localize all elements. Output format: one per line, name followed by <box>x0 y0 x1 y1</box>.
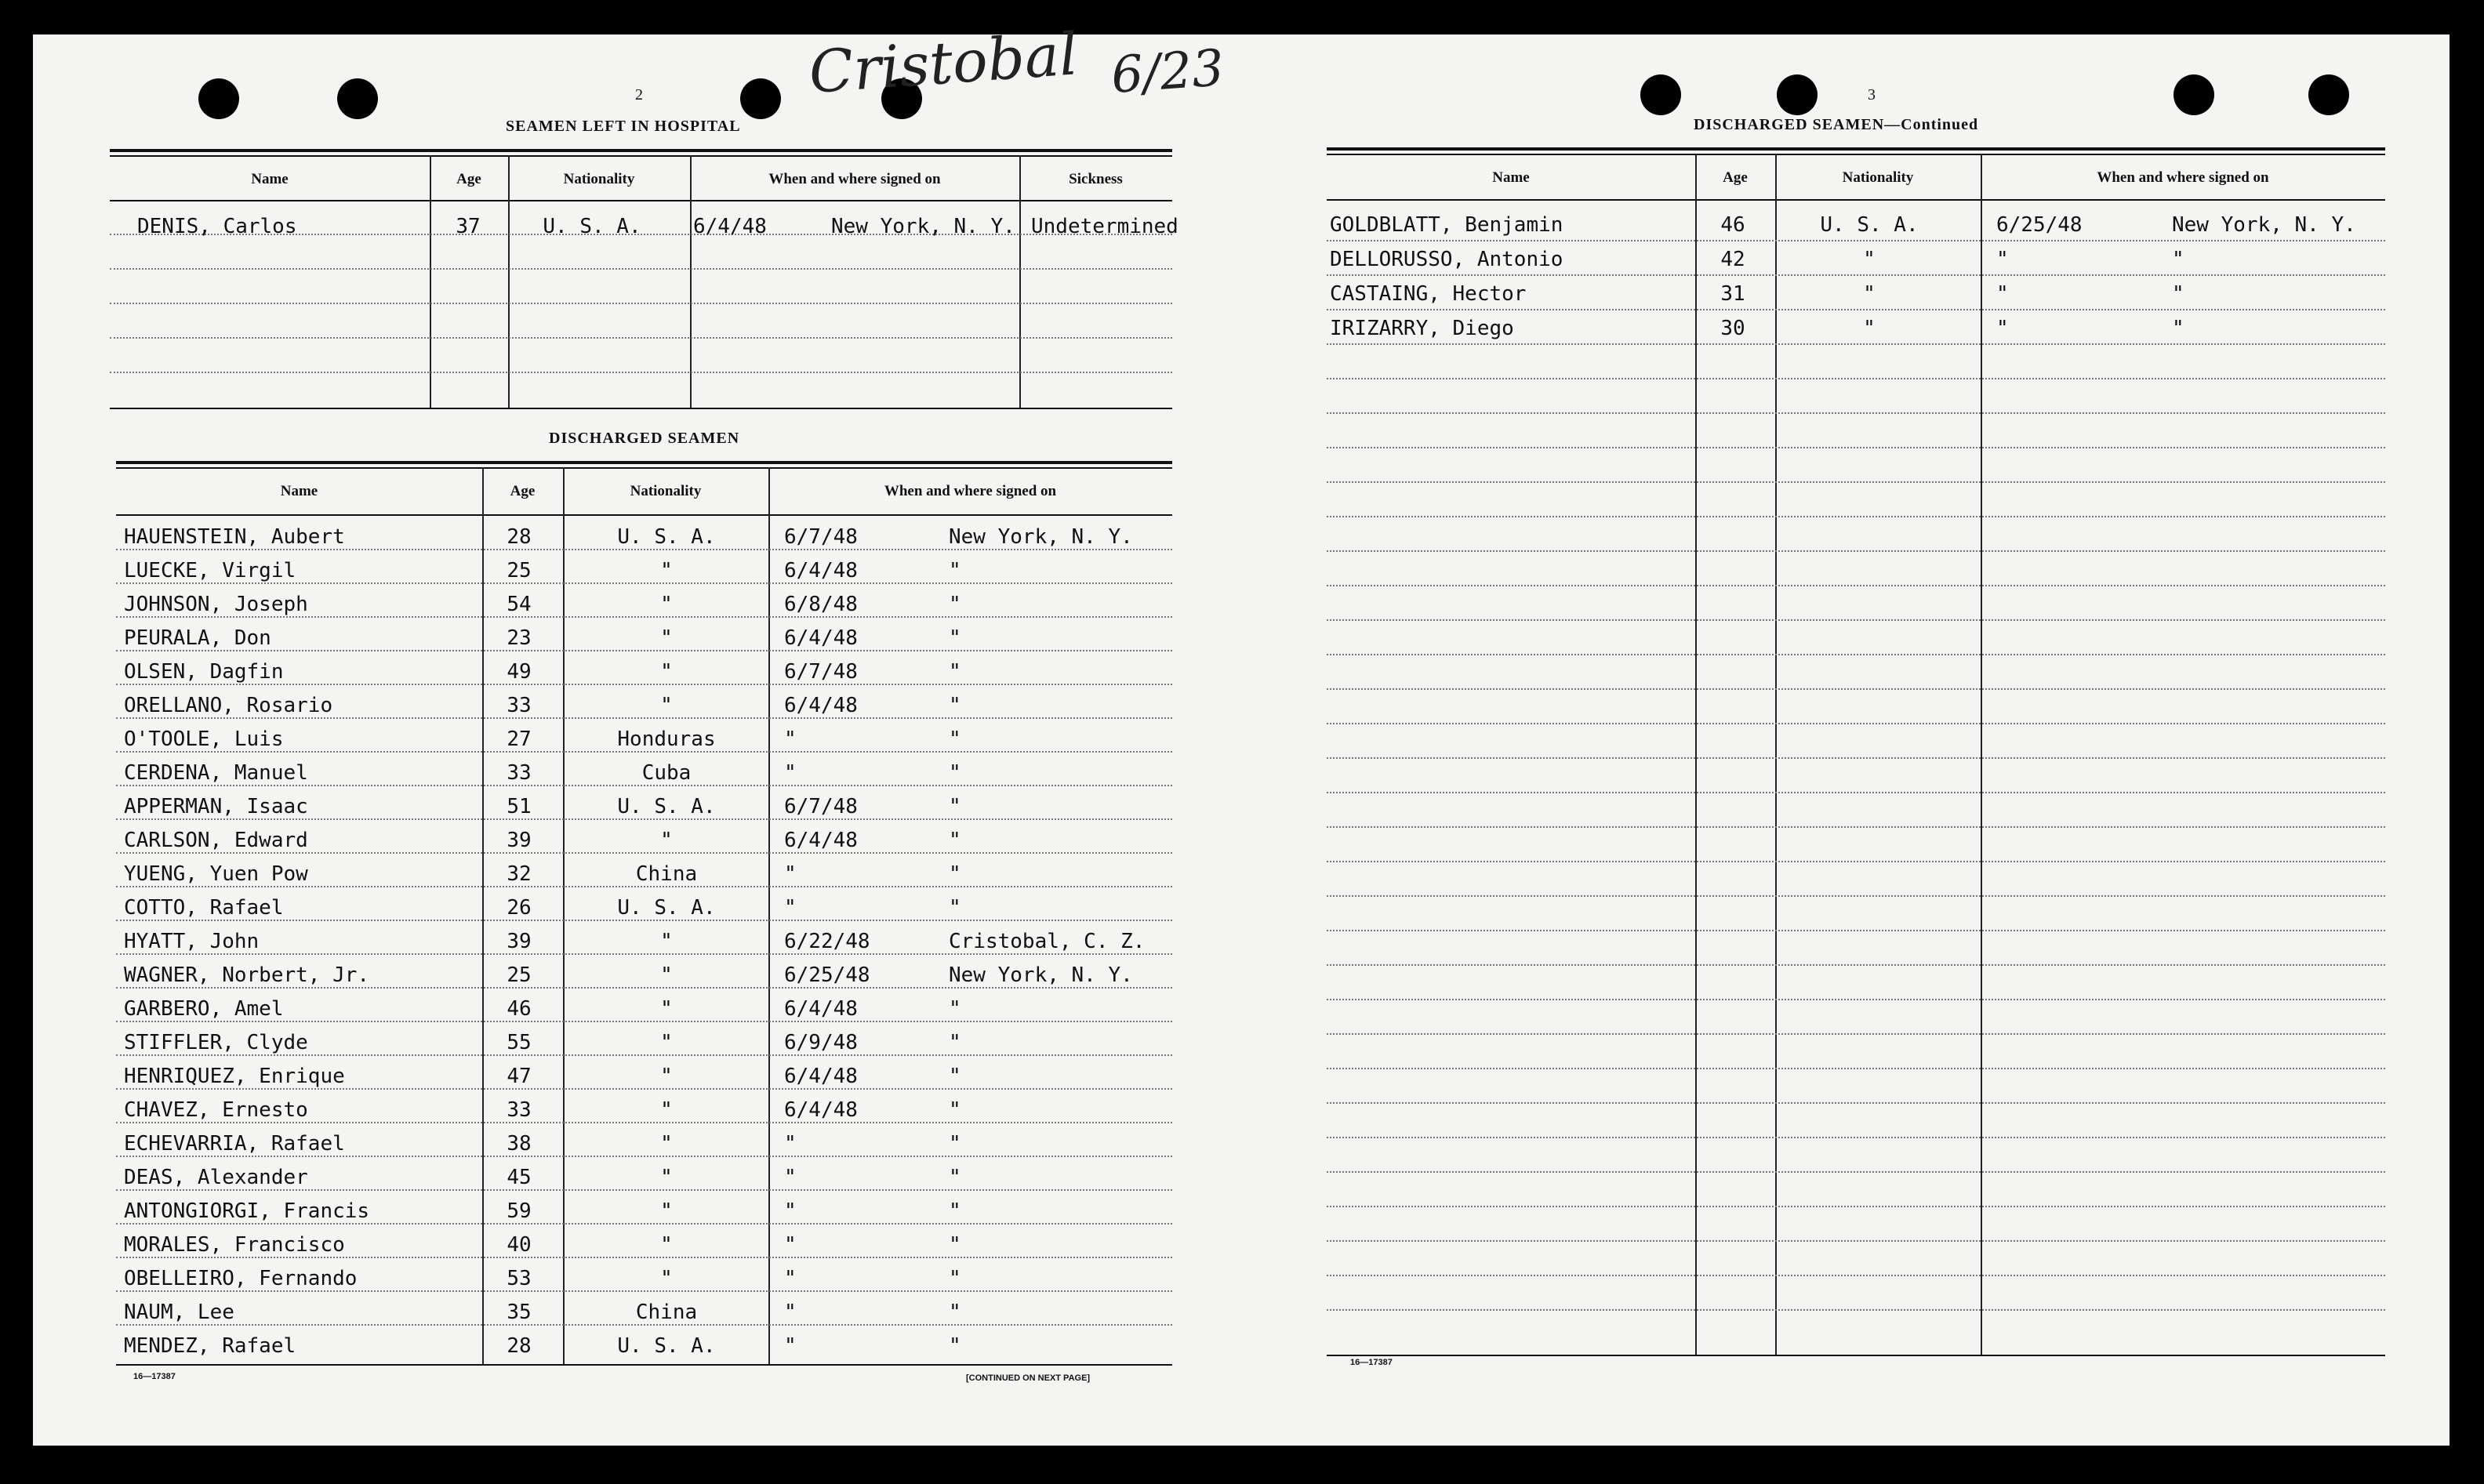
cell-place: " <box>949 727 961 751</box>
cell-nationality: " <box>660 930 673 953</box>
row-line <box>1327 274 2385 276</box>
bottom-rule <box>116 1364 1172 1366</box>
column-divider <box>690 155 692 408</box>
cell-name: COTTO, Rafael <box>124 896 284 920</box>
row-line <box>110 303 1172 304</box>
cell-place: " <box>949 1301 961 1324</box>
row-line <box>1327 619 2385 621</box>
cell-place: " <box>949 1098 961 1122</box>
top-rule <box>110 155 1172 157</box>
cell-date: 6/7/48 <box>784 660 858 684</box>
row-line <box>110 372 1172 373</box>
row-line <box>1327 1309 2385 1311</box>
cell-place: New York, N. Y. <box>949 963 1133 987</box>
cell-age: 35 <box>507 1301 532 1324</box>
cell-date: 6/4/48 <box>784 997 858 1021</box>
cell-nationality: U. S. A. <box>617 1334 716 1358</box>
cell-place: " <box>949 559 961 582</box>
row-line <box>1327 309 2385 310</box>
cell-nationality: " <box>660 963 673 987</box>
cell-date: " <box>784 1301 797 1324</box>
row-line <box>116 818 1172 820</box>
punch-hole <box>1777 74 1818 115</box>
row-line <box>1327 930 2385 931</box>
bottom-rule <box>1327 1355 2385 1356</box>
row-line <box>116 1088 1172 1090</box>
cell-nationality: " <box>660 1065 673 1088</box>
cell-nationality: " <box>660 1233 673 1257</box>
cell-name: CARLSON, Edward <box>124 829 308 852</box>
cell-date: 6/25/48 <box>1996 213 2083 237</box>
cell-place: " <box>949 795 961 818</box>
cell-name: HENRIQUEZ, Enrique <box>124 1065 345 1088</box>
column-divider <box>1775 154 1777 1355</box>
row-line <box>1327 757 2385 759</box>
continued-note: [CONTINUED ON NEXT PAGE] <box>966 1373 1091 1383</box>
row-line <box>116 1156 1172 1157</box>
cell-age: 31 <box>1720 282 1745 306</box>
row-line <box>110 268 1172 270</box>
cell-name: HAUENSTEIN, Aubert <box>124 525 345 549</box>
cell-date: " <box>1996 248 2009 271</box>
cell-nationality: U. S. A. <box>617 525 716 549</box>
cell-age: 39 <box>507 930 532 953</box>
row-line <box>1327 861 2385 862</box>
cell-name: IRIZARRY, Diego <box>1330 317 1514 340</box>
cell-age: 26 <box>507 896 532 920</box>
cell-name: OLSEN, Dagfin <box>124 660 284 684</box>
row-line <box>1327 343 2385 345</box>
punch-hole <box>1640 74 1681 115</box>
column-header-signed-on: When and where signed on <box>884 483 1057 499</box>
cell-nationality: " <box>660 694 673 717</box>
right-form-number: 16—17387 <box>1350 1358 1393 1367</box>
column-header-signed-on: When and where signed on <box>768 171 941 187</box>
cell-name: GARBERO, Amel <box>124 997 284 1021</box>
cell-age: 37 <box>456 215 481 238</box>
punch-hole <box>740 78 781 119</box>
row-line <box>116 717 1172 719</box>
cell-place: " <box>949 593 961 616</box>
cell-name: OBELLEIRO, Fernando <box>124 1267 358 1290</box>
cell-name: YUENG, Yuen Pow <box>124 862 308 886</box>
column-header-name: Name <box>1492 169 1530 186</box>
row-line <box>1327 688 2385 690</box>
cell-date: " <box>784 896 797 920</box>
cell-age: 28 <box>507 525 532 549</box>
cell-age: 32 <box>507 862 532 886</box>
cell-date: 6/25/48 <box>784 963 870 987</box>
cell-sickness: Undetermined <box>1031 215 1178 238</box>
cell-name: CHAVEZ, Ernesto <box>124 1098 308 1122</box>
column-header-age: Age <box>456 171 481 187</box>
column-divider <box>1019 155 1021 408</box>
cell-date: 6/7/48 <box>784 795 858 818</box>
row-line <box>116 1054 1172 1056</box>
cell-age: 40 <box>507 1233 532 1257</box>
cell-place: " <box>949 829 961 852</box>
cell-place: " <box>949 862 961 886</box>
handwritten-date: 6/23 <box>1109 39 1226 105</box>
cell-place: " <box>2172 282 2184 306</box>
cell-place: " <box>949 660 961 684</box>
cell-place: " <box>949 1334 961 1358</box>
cell-place: " <box>949 1065 961 1088</box>
row-line <box>116 684 1172 685</box>
header-rule <box>116 514 1172 516</box>
row-line <box>1327 792 2385 793</box>
cell-nationality: " <box>1863 282 1876 306</box>
row-line <box>116 1223 1172 1225</box>
column-header-age: Age <box>510 483 536 499</box>
column-header-name: Name <box>280 483 318 499</box>
cell-age: 49 <box>507 660 532 684</box>
column-header-age: Age <box>1723 169 1748 186</box>
cell-nationality: " <box>1863 248 1876 271</box>
cell-date: " <box>784 1199 797 1223</box>
cell-date: 6/4/48 <box>784 626 858 650</box>
cell-age: 46 <box>1720 213 1745 237</box>
row-line <box>116 1122 1172 1123</box>
row-line <box>1327 1102 2385 1104</box>
cell-name: STIFFLER, Clyde <box>124 1031 308 1054</box>
row-line <box>1327 723 2385 724</box>
cell-date: 6/8/48 <box>784 593 858 616</box>
row-line <box>1327 895 2385 897</box>
row-line <box>116 1021 1172 1022</box>
cell-name: DELLORUSSO, Antonio <box>1330 248 1563 271</box>
cell-nationality: China <box>635 862 698 886</box>
cell-nationality: " <box>660 593 673 616</box>
row-line <box>116 1189 1172 1191</box>
cell-name: LUECKE, Virgil <box>124 559 296 582</box>
row-line <box>1327 1240 2385 1242</box>
cell-age: 55 <box>507 1031 532 1054</box>
left-page-number: 2 <box>635 86 643 103</box>
row-line <box>1327 964 2385 966</box>
row-line <box>116 852 1172 854</box>
left-form-number: 16—17387 <box>133 1372 176 1381</box>
row-line <box>1327 826 2385 828</box>
row-line <box>116 582 1172 584</box>
cell-name: CASTAING, Hector <box>1330 282 1527 306</box>
cell-age: 59 <box>507 1199 532 1223</box>
cell-age: 33 <box>507 694 532 717</box>
cell-name: DEAS, Alexander <box>124 1166 308 1189</box>
column-header-nationality: Nationality <box>630 483 702 499</box>
punch-hole <box>337 78 378 119</box>
cell-nationality: " <box>660 1031 673 1054</box>
column-divider <box>482 467 484 1364</box>
cell-age: 53 <box>507 1267 532 1290</box>
cell-place: Cristobal, C. Z. <box>949 930 1146 953</box>
row-line <box>116 953 1172 955</box>
row-line <box>1327 999 2385 1000</box>
top-rule <box>116 467 1172 469</box>
row-line <box>1327 1068 2385 1069</box>
column-header-name: Name <box>251 171 289 187</box>
cell-name: ECHEVARRIA, Rafael <box>124 1132 345 1156</box>
row-line <box>1327 585 2385 586</box>
cell-name: HYATT, John <box>124 930 260 953</box>
column-divider <box>563 467 565 1364</box>
bottom-rule <box>110 408 1172 409</box>
cell-name: MORALES, Francisco <box>124 1233 345 1257</box>
row-line <box>116 1257 1172 1258</box>
cell-place: " <box>949 761 961 785</box>
header-rule <box>110 200 1172 201</box>
row-line <box>1327 516 2385 517</box>
cell-age: 39 <box>507 829 532 852</box>
row-line <box>116 650 1172 651</box>
cell-nationality: U. S. A. <box>543 215 641 238</box>
column-header-sickness: Sickness <box>1069 171 1123 187</box>
cell-age: 38 <box>507 1132 532 1156</box>
cell-place: " <box>949 1233 961 1257</box>
cell-place: " <box>949 997 961 1021</box>
row-line <box>116 920 1172 921</box>
cell-age: 45 <box>507 1166 532 1189</box>
row-line <box>116 616 1172 618</box>
cell-date: 6/4/48 <box>784 559 858 582</box>
cell-age: 33 <box>507 1098 532 1122</box>
cell-nationality: " <box>660 626 673 650</box>
cell-date: " <box>784 862 797 886</box>
cell-age: 51 <box>507 795 532 818</box>
row-line <box>1327 654 2385 655</box>
punch-hole <box>2174 74 2214 115</box>
cell-place: " <box>949 694 961 717</box>
cell-age: 23 <box>507 626 532 650</box>
cell-age: 25 <box>507 963 532 987</box>
punch-hole <box>2308 74 2349 115</box>
cell-age: 28 <box>507 1334 532 1358</box>
cell-nationality: U. S. A. <box>617 795 716 818</box>
row-line <box>1327 412 2385 414</box>
row-line <box>1327 447 2385 448</box>
row-line <box>116 987 1172 989</box>
cell-name: CERDENA, Manuel <box>124 761 308 785</box>
top-rule <box>1327 147 2385 151</box>
cell-date: " <box>784 761 797 785</box>
cell-name: WAGNER, Norbert, Jr. <box>124 963 370 987</box>
record-sheet <box>33 34 2450 1446</box>
cell-place: New York, N. Y. <box>2172 213 2356 237</box>
cell-nationality: " <box>660 1199 673 1223</box>
cell-age: 27 <box>507 727 532 751</box>
cell-nationality: " <box>660 1132 673 1156</box>
cell-date: " <box>1996 282 2009 306</box>
cell-name: DENIS, Carlos <box>137 215 297 238</box>
cell-nationality: " <box>660 660 673 684</box>
cell-place: " <box>2172 248 2184 271</box>
cell-age: 33 <box>507 761 532 785</box>
cell-nationality: China <box>635 1301 698 1324</box>
cell-name: APPERMAN, Isaac <box>124 795 308 818</box>
cell-place: " <box>949 1267 961 1290</box>
row-line <box>1327 1033 2385 1035</box>
cell-age: 47 <box>507 1065 532 1088</box>
cell-date: 6/4/48 <box>784 1098 858 1122</box>
row-line <box>1327 378 2385 379</box>
row-line <box>1327 1171 2385 1173</box>
cell-date: 6/4/48 <box>693 215 767 238</box>
cell-date: 6/9/48 <box>784 1031 858 1054</box>
column-divider <box>1695 154 1697 1355</box>
cell-nationality: " <box>660 559 673 582</box>
cell-date: " <box>784 727 797 751</box>
cell-place: " <box>949 1199 961 1223</box>
cell-place: " <box>2172 317 2184 340</box>
cell-nationality: " <box>660 829 673 852</box>
handwritten-port: Cristobal <box>807 20 1080 107</box>
right-title: DISCHARGED SEAMEN—Continued <box>1694 116 1979 133</box>
column-divider <box>430 155 431 408</box>
cell-name: GOLDBLATT, Benjamin <box>1330 213 1563 237</box>
row-line <box>116 751 1172 753</box>
cell-date: 6/4/48 <box>784 829 858 852</box>
top-rule <box>116 461 1172 464</box>
row-line <box>116 785 1172 786</box>
cell-place: " <box>949 626 961 650</box>
column-divider <box>1981 154 1982 1355</box>
row-line <box>110 337 1172 339</box>
column-divider <box>508 155 510 408</box>
row-line <box>116 549 1172 550</box>
cell-name: MENDEZ, Rafael <box>124 1334 296 1358</box>
column-header-signed-on: When and where signed on <box>2097 169 2269 186</box>
cell-nationality: " <box>660 1267 673 1290</box>
row-line <box>116 1290 1172 1292</box>
cell-nationality: " <box>660 997 673 1021</box>
cell-date: " <box>784 1267 797 1290</box>
cell-place: " <box>949 1031 961 1054</box>
row-line <box>1327 1137 2385 1138</box>
row-line <box>1327 481 2385 483</box>
row-line <box>1327 1275 2385 1276</box>
cell-age: 42 <box>1720 248 1745 271</box>
cell-name: NAUM, Lee <box>124 1301 234 1324</box>
cell-date: 6/7/48 <box>784 525 858 549</box>
row-line <box>1327 1206 2385 1207</box>
top-rule <box>1327 154 2385 155</box>
cell-age: 54 <box>507 593 532 616</box>
hospital-title: SEAMEN LEFT IN HOSPITAL <box>506 118 741 135</box>
cell-place: " <box>949 1132 961 1156</box>
cell-name: ANTONGIORGI, Francis <box>124 1199 370 1223</box>
column-header-nationality: Nationality <box>1842 169 1914 186</box>
cell-date: " <box>1996 317 2009 340</box>
row-line <box>1327 550 2385 552</box>
cell-nationality: " <box>1863 317 1876 340</box>
discharged-title: DISCHARGED SEAMEN <box>549 430 740 447</box>
cell-name: O'TOOLE, Luis <box>124 727 284 751</box>
row-line <box>116 1324 1172 1326</box>
cell-nationality: U. S. A. <box>1820 213 1919 237</box>
cell-date: 6/4/48 <box>784 1065 858 1088</box>
cell-nationality: " <box>660 1098 673 1122</box>
column-divider <box>768 467 770 1364</box>
cell-nationality: " <box>660 1166 673 1189</box>
cell-place: " <box>949 896 961 920</box>
right-page-number: 3 <box>1868 86 1876 103</box>
column-header-nationality: Nationality <box>563 171 635 187</box>
cell-place: " <box>949 1166 961 1189</box>
cell-date: " <box>784 1132 797 1156</box>
row-line <box>1327 240 2385 241</box>
cell-nationality: Honduras <box>617 727 716 751</box>
header-rule <box>1327 199 2385 201</box>
cell-age: 30 <box>1720 317 1745 340</box>
cell-name: ORELLANO, Rosario <box>124 694 333 717</box>
punch-hole <box>198 78 239 119</box>
cell-date: 6/4/48 <box>784 694 858 717</box>
cell-date: " <box>784 1334 797 1358</box>
cell-place: New York, N. Y. <box>949 525 1133 549</box>
cell-nationality: U. S. A. <box>617 896 716 920</box>
cell-place: New York, N. Y. <box>831 215 1015 238</box>
cell-nationality: Cuba <box>641 761 692 785</box>
cell-name: PEURALA, Don <box>124 626 271 650</box>
top-rule <box>110 149 1172 152</box>
cell-age: 46 <box>507 997 532 1021</box>
cell-age: 25 <box>507 559 532 582</box>
row-line <box>116 886 1172 887</box>
cell-date: " <box>784 1166 797 1189</box>
cell-date: " <box>784 1233 797 1257</box>
cell-date: 6/22/48 <box>784 930 870 953</box>
cell-name: JOHNSON, Joseph <box>124 593 308 616</box>
